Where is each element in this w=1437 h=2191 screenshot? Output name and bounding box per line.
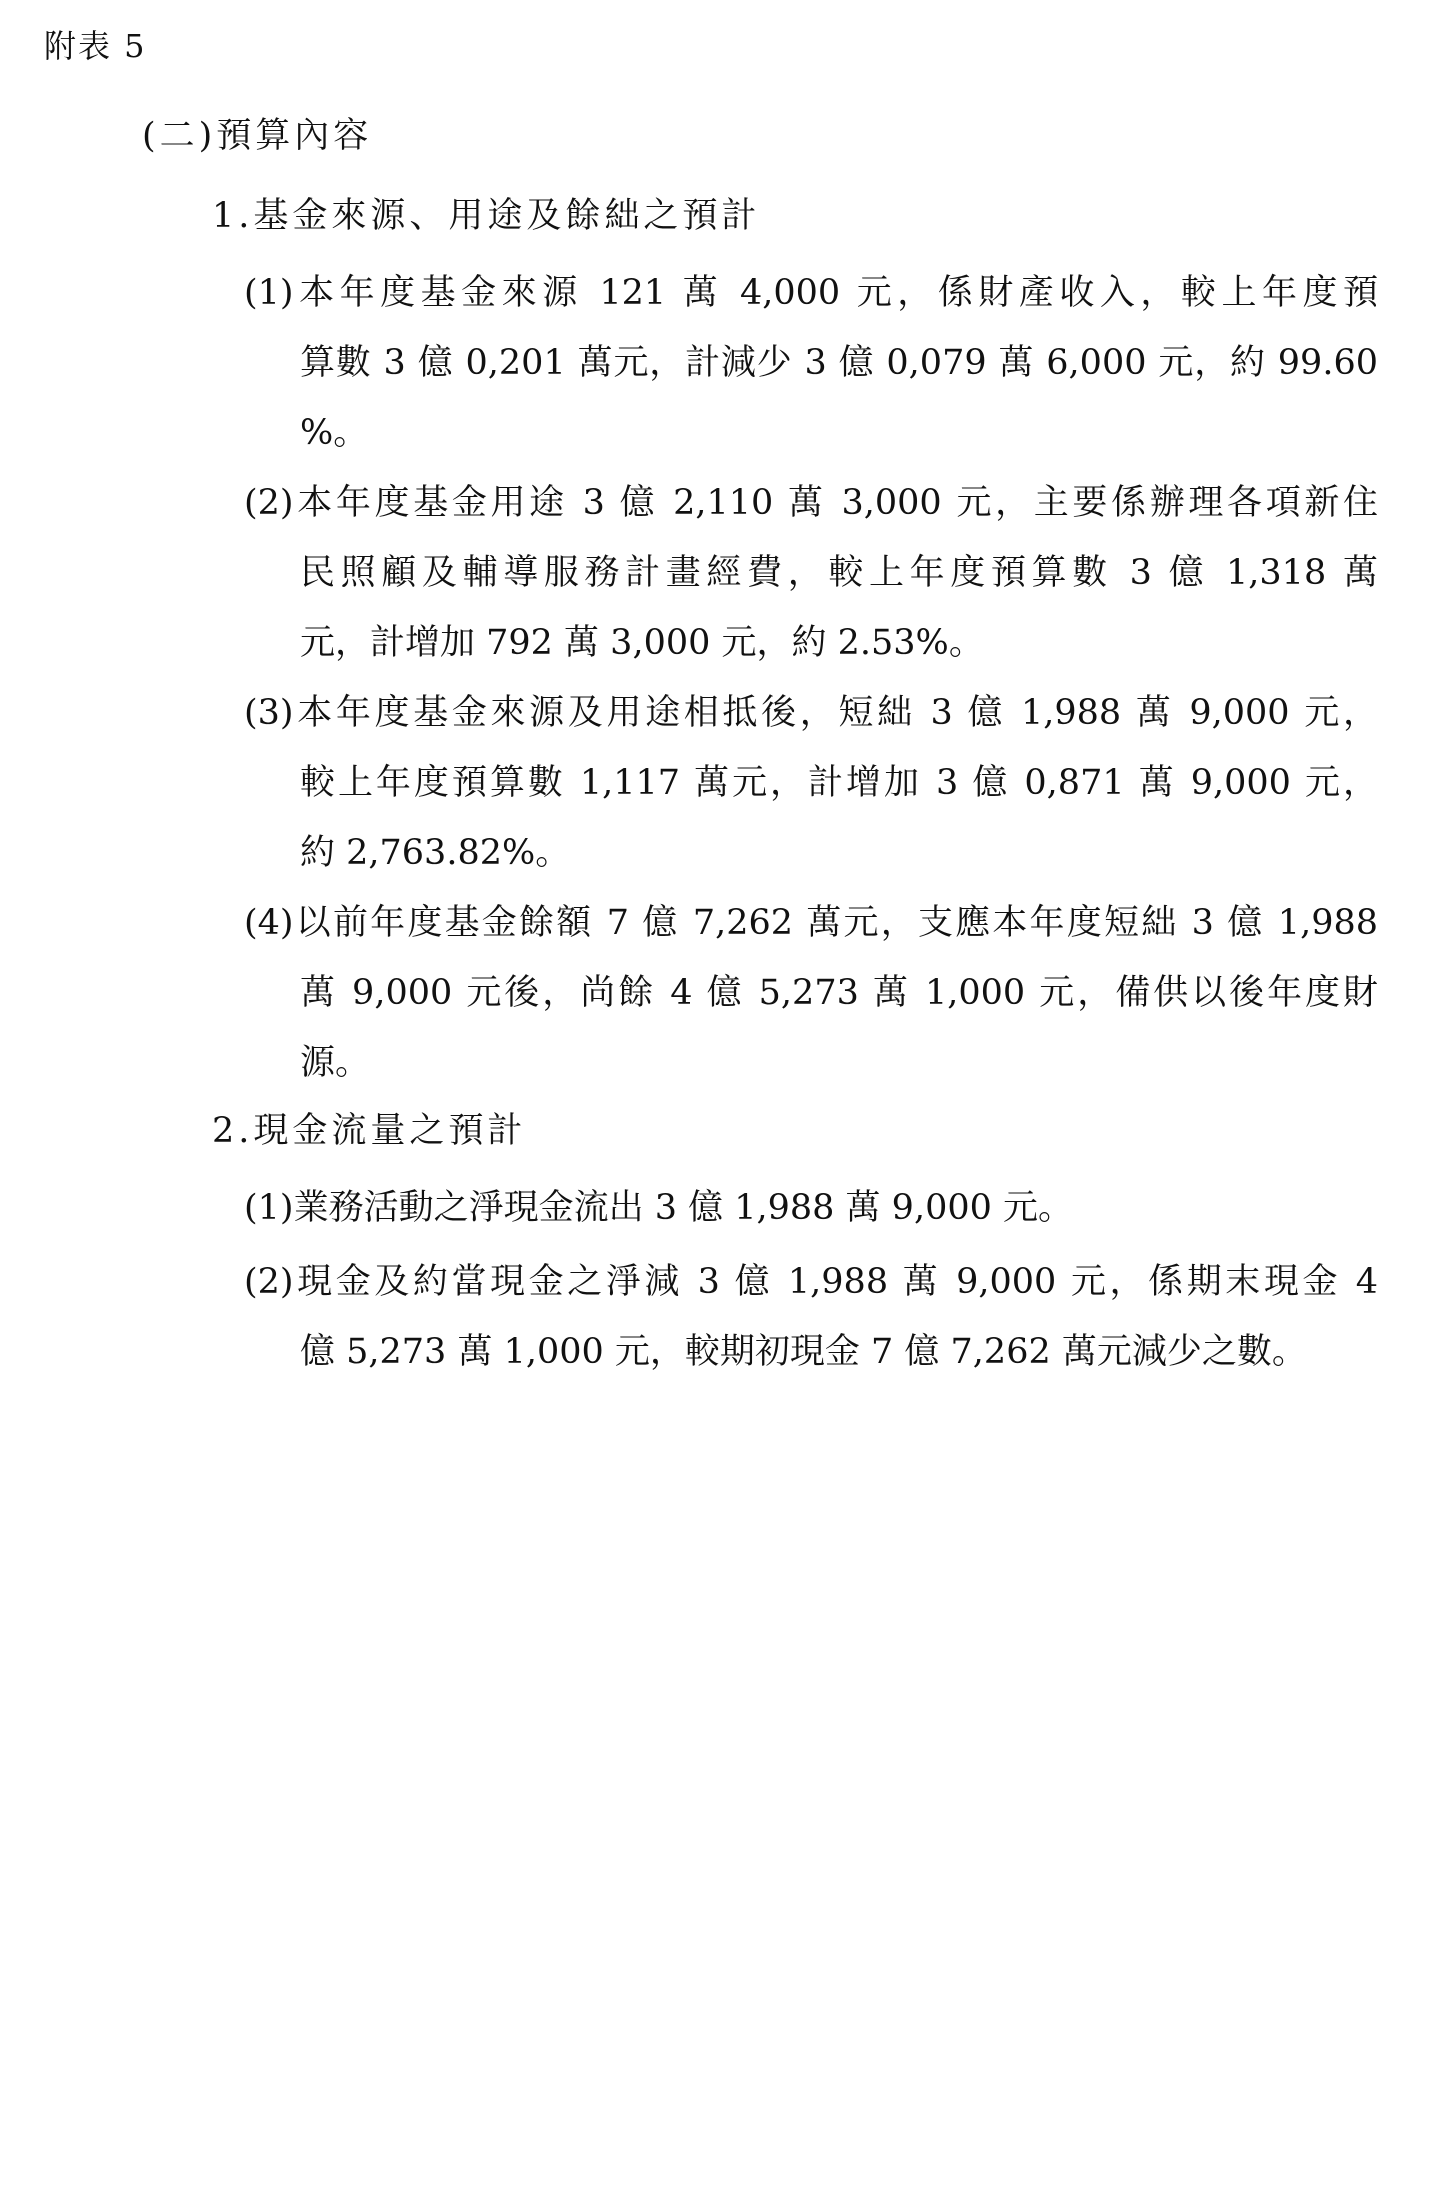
item-line: 較上年度預算數 1,117 萬元，計增加 3 億 0,871 萬 9,000 元， — [300, 763, 1378, 803]
item-line: 億 5,273 萬 1,000 元，較期初現金 7 億 7,262 萬元減少之數。 — [300, 1332, 1307, 1372]
item-line: (4)以前年度基金餘額 7 億 7,262 萬元，支應本年度短絀 3 億 1,988 — [244, 903, 1378, 943]
item-line: 約 2,763.82%。 — [300, 833, 571, 873]
item-line: (2)本年度基金用途 3 億 2,110 萬 3,000 元，主要係辦理各項新住 — [244, 483, 1378, 523]
item-line: 元，計增加 792 萬 3,000 元，約 2.53%。 — [300, 623, 984, 663]
part1-item-3 — [244, 678, 1394, 888]
item-line: 源。 — [300, 1043, 371, 1083]
item-line: 萬 9,000 元後，尚餘 4 億 5,273 萬 1,000 元，備供以後年度財 — [300, 973, 1378, 1013]
item-line: (1)本年度基金來源 121 萬 4,000 元，係財產收入，較上年度預 — [244, 273, 1378, 313]
item-line: 民照顧及輔導服務計畫經費，較上年度預算數 3 億 1,318 萬 — [300, 553, 1378, 593]
part1-item-4 — [244, 888, 1394, 1098]
appendix-label: 附表 5 — [44, 27, 147, 65]
item-line: 算數 3 億 0,201 萬元，計減少 3 億 0,079 萬 6,000 元，約 99.60 — [300, 343, 1378, 383]
item-line: (2)現金及約當現金之淨減 3 億 1,988 萬 9,000 元，係期末現金 4 — [244, 1262, 1378, 1302]
item-line: (1)業務活動之淨現金流出 3 億 1,988 萬 9,000 元。 — [244, 1188, 1073, 1228]
part1-item-2 — [244, 468, 1394, 678]
part1-item-1 — [244, 258, 1394, 468]
part1-heading: 1.基金來源、用途及餘絀之預計 — [212, 196, 761, 236]
part2-item-2 — [244, 1247, 1394, 1387]
part2-heading: 2.現金流量之預計 — [212, 1111, 527, 1151]
part2-item-1 — [244, 1173, 1394, 1243]
item-line: (3)本年度基金來源及用途相抵後，短絀 3 億 1,988 萬 9,000 元， — [244, 693, 1378, 733]
item-line: %。 — [300, 413, 369, 453]
section-heading: (二)預算內容 — [142, 116, 373, 156]
